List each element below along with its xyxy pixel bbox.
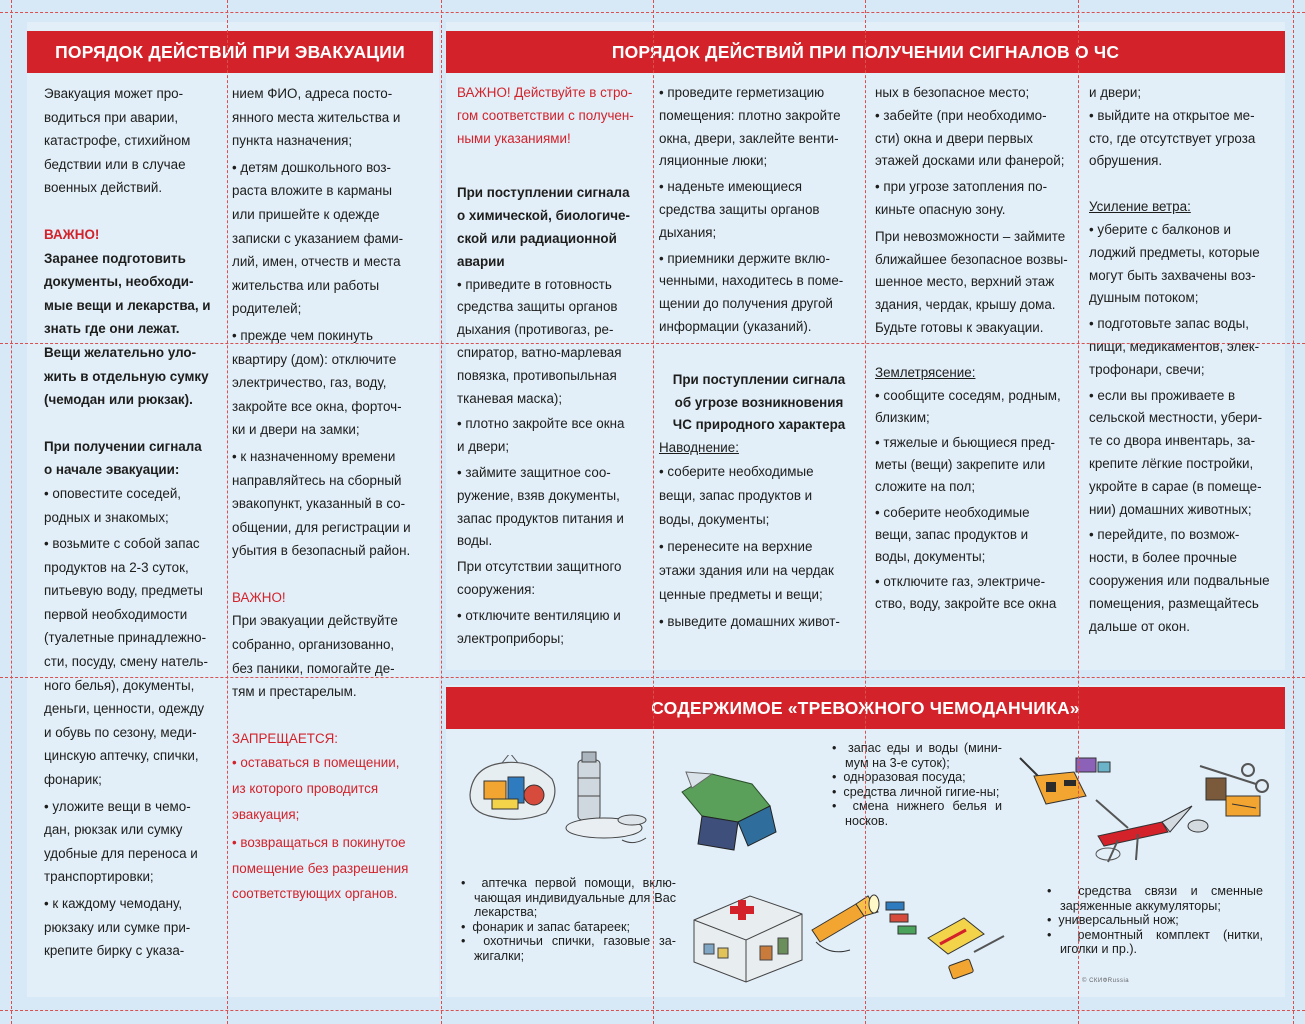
no-shelter-text	[457, 556, 653, 602]
text-line: электроприборы;	[457, 630, 564, 646]
kit-list-item: • запас еды и воды (мини-мум на 3-е суток);	[832, 741, 1002, 770]
list-item	[232, 750, 428, 827]
chemical-list-cont	[659, 82, 859, 339]
kit-list-item: • одноразовая посуда;	[832, 770, 1002, 785]
text-line: • оставаться в помещении,	[232, 755, 400, 771]
text-line: ближайшее безопасное возвы-	[875, 251, 1068, 267]
list-item	[1089, 313, 1279, 381]
text-line: могут быть захвачены воз-	[1089, 267, 1256, 283]
text-line: нии) домашних животных;	[1089, 501, 1252, 517]
text-line: • соберите необходимые	[659, 463, 814, 479]
flood-list	[659, 460, 859, 634]
flashlight-illustration	[806, 890, 926, 960]
evac-forbidden-label: ЗАПРЕЩАЕТСЯ:	[232, 730, 339, 746]
list-item	[457, 413, 653, 459]
text-line: При невозможности – займите	[875, 228, 1066, 244]
evac-bag-text	[44, 341, 226, 412]
text-line: ного белья), документы,	[44, 677, 195, 693]
text-line: повязка, противопыльная	[457, 367, 617, 383]
cut-line-v5	[865, 0, 866, 1024]
signals-col-3	[875, 82, 1073, 616]
cut-line-v7	[1293, 0, 1294, 1024]
quake-cont	[1089, 82, 1279, 105]
list-item	[232, 324, 428, 442]
text-line: • наденьте имеющиеся	[659, 179, 803, 195]
wind-list	[1089, 219, 1279, 638]
kit-list-top	[832, 741, 1002, 828]
text-line: сто, где отсутствует угроза	[1089, 130, 1256, 146]
text-line: • соберите необходимые	[875, 504, 1030, 520]
evac-col1-list	[44, 482, 226, 963]
list-item	[1089, 385, 1279, 522]
list-item	[44, 892, 226, 963]
text-line: • займите защитное соо-	[457, 464, 611, 480]
list-item	[457, 274, 653, 411]
text-line: ЧС природного характера	[672, 417, 846, 433]
text-line: сооружения или подвальные	[1089, 572, 1270, 588]
matches-lighter-illustration	[920, 908, 1010, 983]
signals-important-text	[457, 82, 653, 150]
text-line: сооружения:	[457, 581, 536, 597]
text-line: и двери;	[1089, 85, 1142, 100]
text-line: • возвращаться в покинутое	[232, 835, 406, 851]
text-line: закройте все окна, форточ-	[232, 398, 402, 414]
text-line: ской или радиационной	[457, 230, 617, 246]
text-line: ки и двери на замки;	[232, 422, 360, 438]
flood-list-cont	[875, 105, 1073, 222]
text-line: бедствии или в случае	[44, 156, 186, 172]
kit-title: СОДЕРЖИМОЕ «ТРЕВОЖНОГО ЧЕМОДАНЧИКА»	[446, 687, 1285, 729]
text-line: военных действий.	[44, 180, 163, 196]
text-line: из которого проводится	[232, 781, 379, 797]
text-line: При поступлении сигнала	[457, 185, 630, 201]
list-item	[1089, 219, 1279, 310]
list-item	[659, 535, 859, 607]
chemical-list	[457, 274, 653, 554]
text-line: об угрозе возникновения	[674, 394, 844, 410]
text-line: • сообщите соседям, родным,	[875, 387, 1061, 403]
flood-cont	[875, 82, 1073, 105]
text-line: ВАЖНО! Действуйте в стро-	[457, 85, 633, 100]
text-line: • приемники держите вклю-	[659, 250, 830, 266]
wind-title: Усиление ветра:	[1089, 199, 1191, 215]
list-item	[875, 571, 1073, 615]
cut-line-h3	[0, 677, 1305, 678]
text-line: укройте в сарае (в помеще-	[1089, 478, 1262, 494]
cut-line-h4	[0, 1010, 1305, 1011]
cut-line-v4	[653, 0, 654, 1024]
text-line: • прежде чем покинуть	[232, 327, 373, 343]
natural-heading	[659, 369, 859, 437]
text-line: запас продуктов питания и	[457, 510, 624, 526]
text-line: общении, для регистрации и	[232, 519, 411, 535]
text-line: дальше от окон.	[1089, 618, 1190, 634]
text-line: спиратор, ватно-марлевая	[457, 344, 622, 360]
text-line: воды.	[457, 533, 493, 549]
text-line: (чемодан или рюкзак).	[44, 392, 193, 408]
text-line: дыхания (противогаз, ре-	[457, 322, 614, 338]
text-line: ство, воду, закройте все окна	[875, 596, 1057, 612]
list-item	[875, 105, 1073, 173]
text-line: пункта назначения;	[232, 133, 353, 149]
text-line: • плотно закройте все окна	[457, 416, 625, 432]
text-line: При получении сигнала	[44, 438, 202, 454]
text-line: тям и престарелым.	[232, 684, 357, 700]
text-line: янного места жительства и	[232, 109, 401, 125]
text-line: убытия в безопасный район.	[232, 543, 411, 559]
text-line: питьевую воду, предметы	[44, 583, 203, 599]
evac-forbidden-list	[232, 750, 428, 907]
signals-col-1	[457, 82, 653, 650]
text-line: • уложите вещи в чемо-	[44, 798, 191, 814]
text-line: собранно, организованно,	[232, 637, 395, 653]
text-line: трофонари, свечи;	[1089, 361, 1205, 377]
text-line: катастрофе, стихийном	[44, 133, 191, 149]
cut-line-v3	[441, 0, 442, 1024]
list-item	[875, 385, 1073, 429]
text-line: помещение без разрешения	[232, 860, 409, 876]
text-line: фонарик;	[44, 772, 102, 788]
text-line: воды, документы;	[659, 511, 770, 527]
text-line: пищи, медикаментов, элек-	[1089, 338, 1260, 354]
text-line: ности, в более прочные	[1089, 550, 1237, 566]
text-line: • к каждому чемодану,	[44, 896, 183, 911]
evac-signal-heading	[44, 435, 226, 482]
text-line: сти, посуду, смену натель-	[44, 654, 208, 670]
text-line: гом соответствии с получен-	[457, 107, 634, 123]
kit-list-item: • средства личной гигие-ны;	[832, 785, 1002, 800]
list-item	[659, 460, 859, 532]
list-item	[659, 176, 859, 244]
text-line: • подготовьте запас воды,	[1089, 316, 1249, 332]
text-line: ными указаниями!	[457, 130, 571, 146]
list-item	[232, 156, 428, 321]
dishes-illustration	[562, 750, 662, 850]
quake-list	[875, 385, 1073, 616]
text-line: знать где они лежат.	[44, 321, 180, 337]
text-line: душным потоком;	[1089, 290, 1199, 306]
text-line: сложите на пол;	[875, 479, 976, 495]
kit-list-item: • аптечка первой помощи, вклю-чающая индивидуальные для Вас лекарства;	[461, 876, 676, 920]
text-line: меты (вещи) закрепите или	[875, 457, 1046, 473]
text-line: тканевая маска);	[457, 390, 563, 406]
first-aid-kit-illustration	[690, 890, 810, 985]
text-line: • к назначенному времени	[232, 448, 396, 464]
text-line: воды, документы;	[875, 548, 986, 564]
evac-col2-list	[232, 82, 428, 563]
text-line: соответствующих органов.	[232, 886, 398, 902]
quake-list-cont	[1089, 105, 1279, 173]
text-line: рюкзаку или сумке при-	[44, 919, 191, 935]
list-item	[44, 532, 226, 792]
text-line: Вещи желательно уло-	[44, 344, 197, 360]
text-line: родителей;	[232, 301, 302, 317]
text-line: • если вы проживаете в	[1089, 387, 1236, 403]
text-line: ляционные люки;	[659, 153, 768, 169]
text-line: • возьмите с собой запас	[44, 536, 200, 552]
text-line: электричество, газ, воду,	[232, 375, 387, 391]
list-item	[875, 502, 1073, 569]
text-line: ружение, взяв документы,	[457, 487, 620, 503]
list-item	[659, 610, 859, 634]
quake-title: Землетрясение:	[875, 364, 976, 380]
text-line: аварии	[457, 253, 505, 269]
cut-line-v1	[11, 0, 12, 1024]
evac-important-label-2: ВАЖНО!	[232, 589, 286, 605]
text-line: документы, необходи-	[44, 274, 194, 290]
text-line: обрушения.	[1089, 153, 1163, 169]
text-line: помещения: плотно закройте	[659, 107, 841, 123]
text-line: • перейдите, по возмож-	[1089, 527, 1240, 543]
kit-list-item: • фонарик и запас батареек;	[461, 920, 676, 935]
no-shelter-item	[457, 605, 653, 651]
text-line: • детям дошкольного воз-	[232, 159, 391, 175]
text-line: направляйтесь на сборный	[232, 472, 402, 488]
text-line: • уберите с балконов и	[1089, 221, 1231, 237]
kit-list-item: • охотничьи спички, газовые за-жигалки;	[461, 934, 676, 963]
text-line: Будьте готовы к эвакуации.	[875, 319, 1044, 335]
text-line: окна, двери, заклейте венти-	[659, 130, 839, 146]
text-line: (туалетные принадлежно-	[44, 630, 207, 646]
text-line: записки с указанием фами-	[232, 230, 404, 246]
text-line: нием ФИО, адреса посто-	[232, 86, 393, 101]
text-line: дан, рюкзак или сумку	[44, 822, 183, 838]
cut-line-h1	[0, 12, 1305, 13]
text-line: ценные предметы и вещи;	[659, 586, 823, 602]
text-line: При отсутствии защитного	[457, 559, 622, 575]
text-line: При поступлении сигнала	[672, 371, 846, 387]
text-line: шенное место, верхний этаж	[875, 274, 1055, 290]
kit-list-item: • смена нижнего белья и носков.	[832, 799, 1002, 828]
copyright-fine-print: © СКИФRussia	[1082, 978, 1130, 984]
list-item	[1089, 524, 1279, 638]
kit-list-item: • средства связи и сменные заряженные аккумуляторы;	[1047, 884, 1263, 913]
text-line: эвакопункт, указанный в со-	[232, 496, 406, 512]
text-line: киньте опасную зону.	[875, 201, 1006, 217]
text-line: • перенесите на верхние	[659, 538, 813, 554]
text-line: эвакуация;	[232, 806, 300, 822]
text-line: здания, чердак, крышу дома.	[875, 297, 1056, 313]
text-line: раста вложите в карманы	[232, 183, 392, 199]
list-item	[659, 82, 859, 173]
list-item	[232, 82, 428, 153]
list-item	[44, 482, 226, 529]
evac-important-text	[232, 609, 428, 703]
text-line: те со двора инвентарь, за-	[1089, 433, 1256, 449]
list-item	[659, 248, 859, 339]
list-item	[232, 830, 428, 907]
text-line: вещи, запас продуктов и	[875, 526, 1029, 542]
evac-col-1	[44, 82, 226, 963]
text-line: • выйдите на открытое ме-	[1089, 107, 1255, 123]
evac-col-2	[232, 82, 428, 907]
text-line: крепите бирку с указа-	[44, 943, 185, 959]
signals-col-4	[1089, 82, 1279, 638]
text-line: квартиру (дом): отключите	[232, 351, 397, 367]
text-line: средства защиты органов	[659, 201, 820, 217]
signals-col-2	[659, 82, 859, 634]
chemical-heading	[457, 182, 653, 273]
text-line: ченными, находитесь в поме-	[659, 273, 844, 289]
text-line: водиться при аварии,	[44, 109, 179, 125]
evacuation-title: ПОРЯДОК ДЕЙСТВИЙ ПРИ ЭВАКУАЦИИ	[27, 31, 433, 73]
text-line: удобные для переноса и	[44, 845, 198, 861]
text-line: информации (указаний).	[659, 318, 812, 334]
kit-list-right	[1047, 884, 1263, 957]
text-line: • при угрозе затопления по-	[875, 179, 1048, 195]
text-line: о начале эвакуации:	[44, 462, 180, 478]
text-line: Заранее подготовить	[44, 250, 186, 266]
cut-line-h2	[0, 343, 1305, 344]
text-line: и двери;	[457, 439, 510, 455]
food-bag-illustration	[462, 755, 562, 825]
text-line: При эвакуации действуйте	[232, 613, 398, 629]
text-line: лоджий предметы, которые	[1089, 244, 1260, 260]
text-line: вещи, запас продуктов и	[659, 487, 813, 503]
cut-line-v2	[227, 0, 228, 1024]
text-line: лий, имен, отчеств и места	[232, 254, 401, 270]
text-line: средства защиты органов	[457, 299, 618, 315]
flood-title: Наводнение:	[659, 440, 739, 456]
text-line: без паники, помогайте де-	[232, 660, 395, 676]
cut-line-v6	[1078, 0, 1079, 1024]
text-line: этажей досками или фанерой;	[875, 153, 1065, 169]
list-item	[1089, 105, 1279, 173]
text-line: жительства или работы	[232, 277, 380, 293]
text-line: • оповестите соседей,	[44, 485, 182, 501]
text-line: • отключите газ, электриче-	[875, 574, 1046, 590]
text-line: щении до получения другой	[659, 296, 833, 312]
text-line: сельской местности, убери-	[1089, 410, 1263, 426]
text-line: сти) окна и двери первых	[875, 130, 1034, 146]
text-line: этажи здания или на чердак	[659, 562, 834, 578]
kit-list-item: • универсальный нож;	[1047, 913, 1263, 928]
evac-prepare-text	[44, 247, 226, 341]
text-line: Эвакуация может про-	[44, 86, 184, 101]
text-line: о химической, биологиче-	[457, 208, 630, 224]
text-line: • выведите домашних живот-	[659, 613, 840, 629]
kit-list-item: • ремонтный комплект (нитки, иголки и пр.).	[1047, 928, 1263, 957]
repair-kit-illustration	[1176, 756, 1276, 846]
text-line: транспортировки;	[44, 869, 154, 885]
text-line: • проведите герметизацию	[659, 85, 825, 100]
kit-list-left	[461, 876, 676, 963]
text-line: деньги, ценности, одежду	[44, 701, 205, 717]
text-line: первой необходимости	[44, 606, 188, 622]
list-item	[875, 176, 1073, 222]
text-line: • отключите вентиляцию и	[457, 607, 621, 623]
evac-important-label: ВАЖНО!	[44, 226, 100, 242]
text-line: мые вещи и лекарства, и	[44, 297, 211, 313]
signals-title: ПОРЯДОК ДЕЙСТВИЙ ПРИ ПОЛУЧЕНИИ СИГНАЛОВ О ЧС	[446, 31, 1285, 73]
text-line: продуктов на 2-3 суток,	[44, 559, 189, 575]
impossible-text	[875, 226, 1073, 340]
text-line: или пришейте к одежде	[232, 206, 380, 222]
text-line: помещения, размещайтесь	[1089, 595, 1259, 611]
text-line: жить в отдельную сумку	[44, 368, 209, 384]
text-line: ных в безопасное место;	[875, 85, 1030, 100]
text-line: • приведите в готовность	[457, 276, 612, 292]
list-item	[457, 462, 653, 553]
text-line: крепите лёгкие постройки,	[1089, 455, 1254, 471]
list-item	[44, 795, 226, 889]
list-item	[875, 432, 1073, 499]
text-line: и обувь по сезону, меди-	[44, 724, 197, 740]
text-line: родных и знакомых;	[44, 509, 169, 525]
text-line: цинскую аптечку, спички,	[44, 748, 199, 764]
text-line: близким;	[875, 409, 930, 425]
clothes-illustration	[672, 768, 782, 858]
text-line: • тяжелые и бьющиеся пред-	[875, 434, 1055, 450]
text-line: • забейте (при необходимо-	[875, 107, 1047, 123]
evac-intro	[44, 82, 226, 200]
text-line: дыхания;	[659, 224, 717, 240]
list-item	[232, 445, 428, 563]
